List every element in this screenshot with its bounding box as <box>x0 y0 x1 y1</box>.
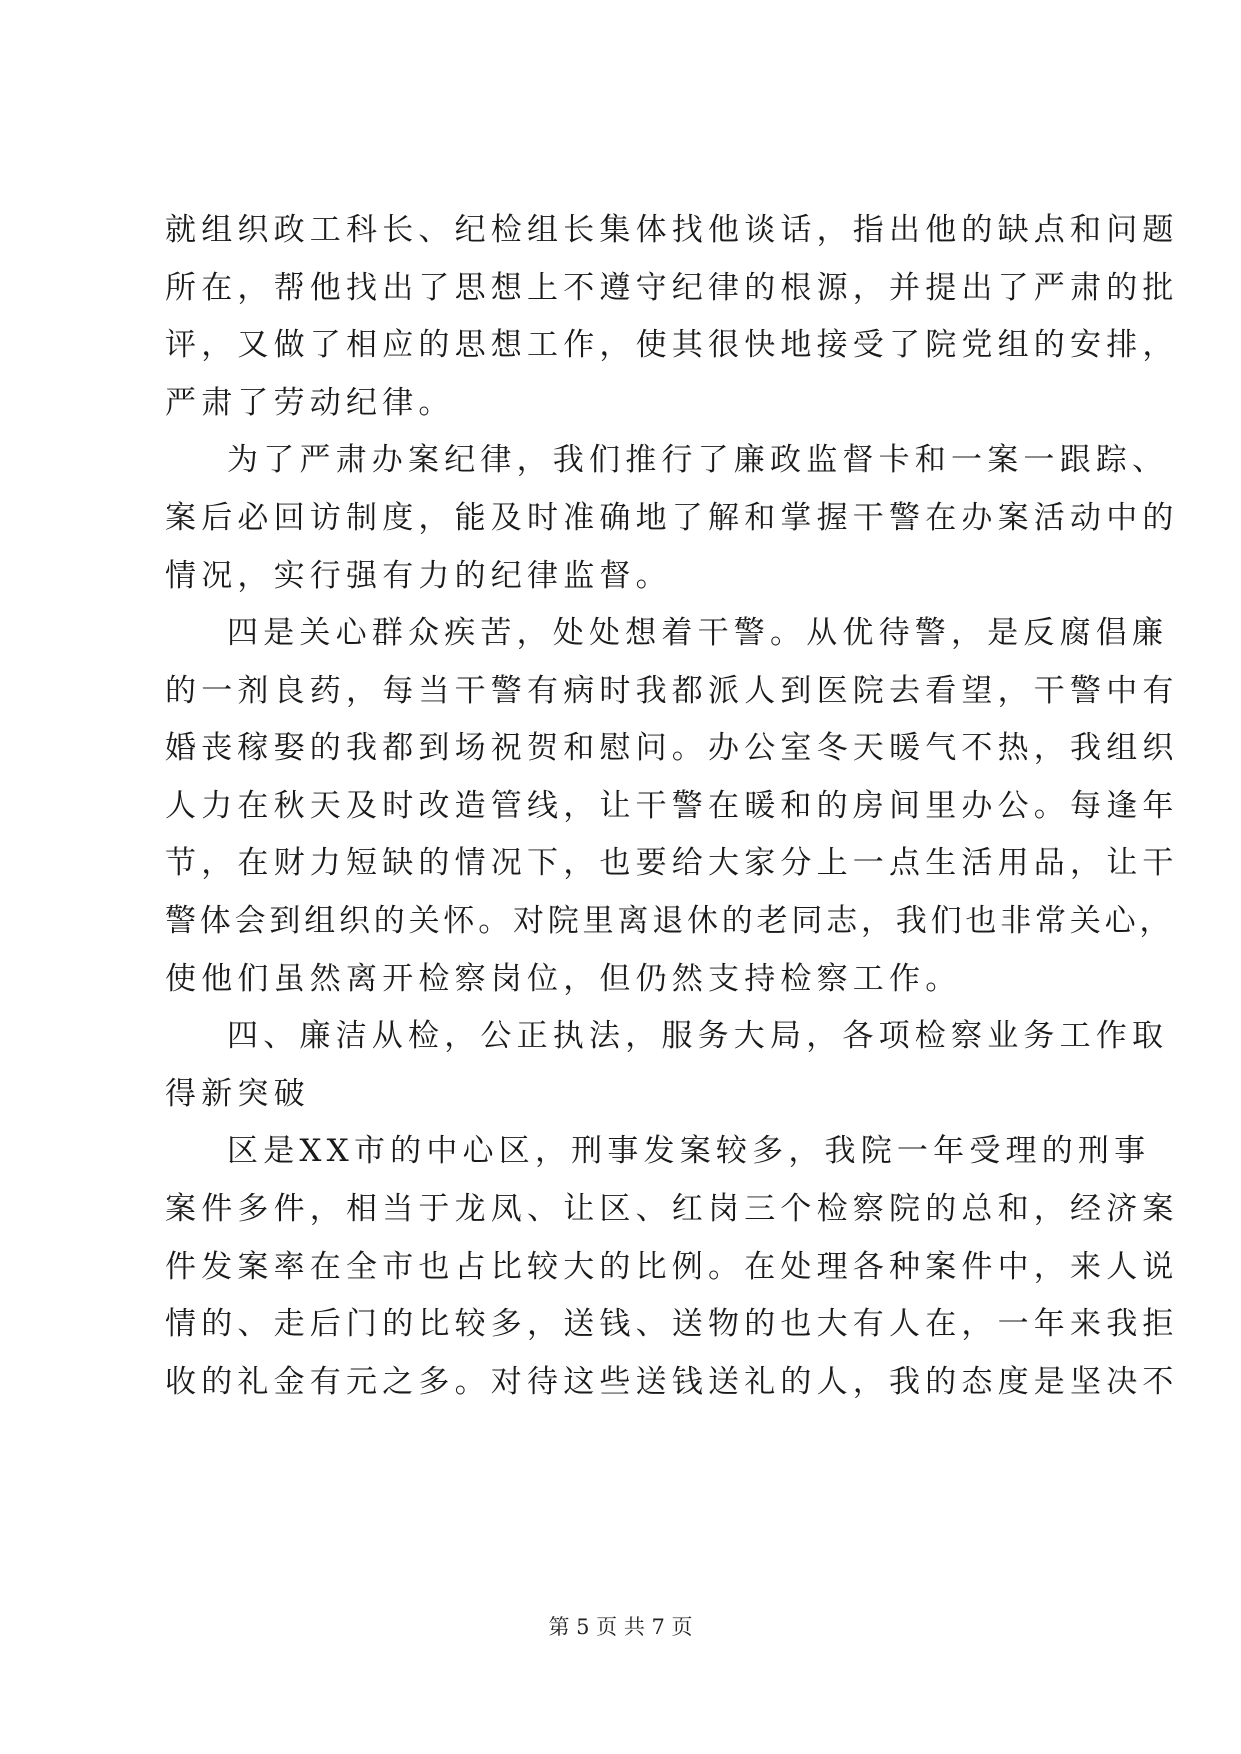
text-line: 严肃了劳动纪律。 <box>165 385 455 421</box>
text-line: 警体会到组织的关怀。对院里离退休的老同志，我们也非常关心， <box>165 903 1175 939</box>
text-line: 婚丧稼娶的我都到场祝贺和慰问。办公室冬天暖气不热，我组织 <box>165 730 1179 766</box>
text-line: 人力在秋天及时改造管线，让干警在暖和的房间里办公。每逢年 <box>165 788 1179 824</box>
text-line: 节，在财力短缺的情况下，也要给大家分上一点生活用品，让干 <box>165 845 1179 881</box>
text-line: 得新突破 <box>165 1076 310 1112</box>
text-line: 情的、走后门的比较多，送钱、送物的也大有人在，一年来我拒 <box>165 1306 1179 1342</box>
text-line: 区是XX市的中心区，刑事发案较多，我院一年受理的刑事 <box>227 1133 1151 1169</box>
text-line: 案件多件，相当于龙凤、让区、红岗三个检察院的总和，经济案 <box>165 1191 1179 1227</box>
text-line: 件发案率在全市也占比较大的比例。在处理各种案件中，来人说 <box>165 1249 1179 1285</box>
text-line: 使他们虽然离开检察岗位，但仍然支持检察工作。 <box>165 961 962 997</box>
text-line: 就组织政工科长、纪检组长集体找他谈话，指出他的缺点和问题 <box>165 212 1179 248</box>
page-footer <box>0 1612 1241 1642</box>
text-line: 的一剂良药，每当干警有病时我都派人到医院去看望，干警中有 <box>165 673 1179 709</box>
text-line: 四是关心群众疾苦，处处想着干警。从优待警，是反腐倡廉 <box>227 615 1169 651</box>
text-line: 四、廉洁从检，公正执法，服务大局，各项检察业务工作取 <box>227 1018 1169 1054</box>
text-line: 所在，帮他找出了思想上不遵守纪律的根源，并提出了严肃的批 <box>165 270 1179 306</box>
page-number: 第 5 页 共 7 页 <box>548 1615 693 1639</box>
text-line: 情况，实行强有力的纪律监督。 <box>165 558 672 594</box>
text-line: 收的礼金有元之多。对待这些送钱送礼的人，我的态度是坚决不 <box>165 1364 1179 1400</box>
text-line: 案后必回访制度，能及时准确地了解和掌握干警在办案活动中的 <box>165 500 1179 536</box>
text-line: 为了严肃办案纪律，我们推行了廉政监督卡和一案一跟踪、 <box>227 442 1169 478</box>
text-line: 评，又做了相应的思想工作，使其很快地接受了院党组的安排， <box>165 327 1179 363</box>
